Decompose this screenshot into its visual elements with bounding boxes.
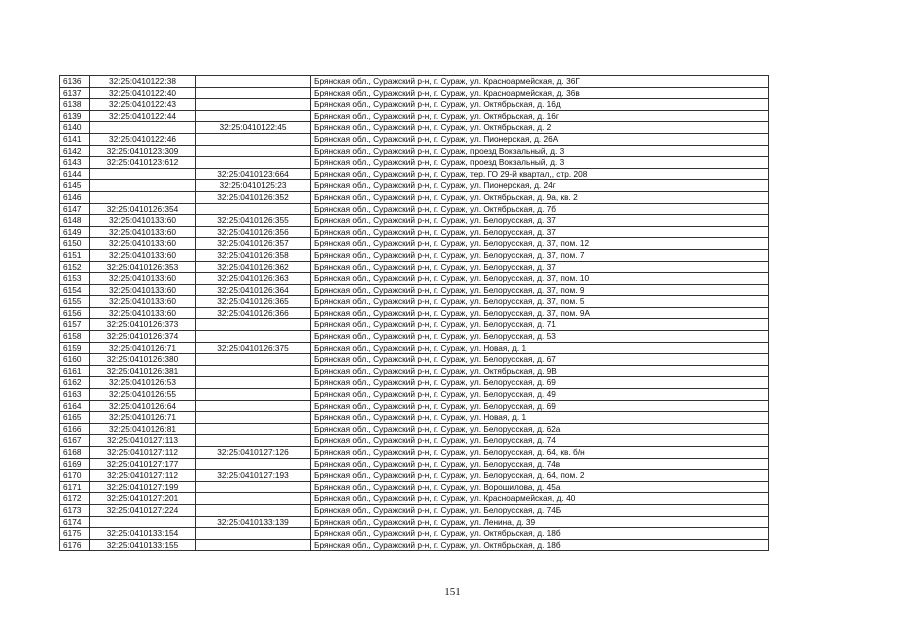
row-number-cell: 6165	[60, 412, 90, 424]
cadastral-number-cell: 32:25:0410133:60	[90, 307, 196, 319]
address-cell: Брянская обл., Суражский р-н, г. Сураж, ул. Белорусская, д. 37, пом. 9А	[311, 307, 769, 319]
cadastral-number-cell: 32:25:0410126:374	[90, 331, 196, 343]
cadastral-number-cell: 32:25:0410133:60	[90, 273, 196, 285]
address-cell: Брянская обл., Суражский р-н, г. Сураж, ул. Белорусская, д. 71	[311, 319, 769, 331]
parent-cadastral-number-cell	[196, 203, 311, 215]
address-cell: Брянская обл., Суражский р-н, г. Сураж, ул. Белорусская, д. 64, пом. 2	[311, 470, 769, 482]
parent-cadastral-number-cell	[196, 504, 311, 516]
address-cell: Брянская обл., Суражский р-н, г. Сураж, ул. Белорусская, д. 74в	[311, 458, 769, 470]
row-number-cell: 6166	[60, 423, 90, 435]
table-row	[60, 145, 769, 157]
table-row	[60, 261, 769, 273]
cadastral-number-cell: 32:25:0410123:309	[90, 145, 196, 157]
table-row	[60, 400, 769, 412]
parent-cadastral-number-cell	[196, 400, 311, 412]
parent-cadastral-number-cell: 32:25:0410127:193	[196, 470, 311, 482]
address-cell: Брянская обл., Суражский р-н, г. Сураж, ул. Белорусская, д. 37, пом. 9	[311, 284, 769, 296]
cadastral-number-cell: 32:25:0410126:354	[90, 203, 196, 215]
table-row	[60, 203, 769, 215]
parent-cadastral-number-cell	[196, 423, 311, 435]
table-row	[60, 481, 769, 493]
row-number-cell: 6136	[60, 76, 90, 88]
cadastral-number-cell: 32:25:0410133:60	[90, 238, 196, 250]
address-cell: Брянская обл., Суражский р-н, г. Сураж, ул. Красноармейская, д. 36Г	[311, 76, 769, 88]
parent-cadastral-number-cell	[196, 389, 311, 401]
parent-cadastral-number-cell	[196, 145, 311, 157]
parent-cadastral-number-cell: 32:25:0410123:664	[196, 168, 311, 180]
address-cell: Брянская обл., Суражский р-н, г. Сураж, ул. Ленина, д. 39	[311, 516, 769, 528]
table-row	[60, 191, 769, 203]
parent-cadastral-number-cell	[196, 133, 311, 145]
table-row	[60, 76, 769, 88]
address-cell: Брянская обл., Суражский р-н, г. Сураж, ул. Белорусская, д. 37	[311, 215, 769, 227]
cadastral-number-cell: 32:25:0410133:60	[90, 249, 196, 261]
address-cell: Брянская обл., Суражский р-н, г. Сураж, ул. Белорусская, д. 37, пом. 5	[311, 296, 769, 308]
row-number-cell: 6138	[60, 99, 90, 111]
address-cell: Брянская обл., Суражский р-н, г. Сураж, ул. Красноармейская, д. 36в	[311, 87, 769, 99]
parent-cadastral-number-cell	[196, 157, 311, 169]
row-number-cell: 6148	[60, 215, 90, 227]
parent-cadastral-number-cell: 32:25:0410126:375	[196, 342, 311, 354]
row-number-cell: 6159	[60, 342, 90, 354]
parent-cadastral-number-cell: 32:25:0410127:126	[196, 447, 311, 459]
row-number-cell: 6171	[60, 481, 90, 493]
address-cell: Брянская обл., Суражский р-н, г. Сураж, ул. Октябрьская, д. 16д	[311, 99, 769, 111]
table-row	[60, 331, 769, 343]
parent-cadastral-number-cell	[196, 412, 311, 424]
row-number-cell: 6151	[60, 249, 90, 261]
row-number-cell: 6172	[60, 493, 90, 505]
address-cell: Брянская обл., Суражский р-н, г. Сураж, ул. Октябрьская, д. 7б	[311, 203, 769, 215]
address-cell: Брянская обл., Суражский р-н, г. Сураж, ул. Белорусская, д. 67	[311, 354, 769, 366]
parent-cadastral-number-cell	[196, 319, 311, 331]
property-register-table	[59, 75, 769, 551]
row-number-cell: 6156	[60, 307, 90, 319]
row-number-cell: 6164	[60, 400, 90, 412]
parent-cadastral-number-cell	[196, 493, 311, 505]
row-number-cell: 6144	[60, 168, 90, 180]
parent-cadastral-number-cell: 32:25:0410125:23	[196, 180, 311, 192]
table-row	[60, 412, 769, 424]
table-row	[60, 87, 769, 99]
cadastral-number-cell: 32:25:0410126:71	[90, 412, 196, 424]
row-number-cell: 6143	[60, 157, 90, 169]
row-number-cell: 6150	[60, 238, 90, 250]
parent-cadastral-number-cell	[196, 458, 311, 470]
address-cell: Брянская обл., Суражский р-н, г. Сураж, ул. Октябрьская, д. 9а, кв. 2	[311, 191, 769, 203]
row-number-cell: 6175	[60, 528, 90, 540]
parent-cadastral-number-cell: 32:25:0410126:366	[196, 307, 311, 319]
parent-cadastral-number-cell: 32:25:0410122:45	[196, 122, 311, 134]
parent-cadastral-number-cell: 32:25:0410126:365	[196, 296, 311, 308]
cadastral-number-cell: 32:25:0410127:201	[90, 493, 196, 505]
cadastral-number-cell	[90, 191, 196, 203]
row-number-cell: 6160	[60, 354, 90, 366]
cadastral-number-cell: 32:25:0410122:44	[90, 110, 196, 122]
table-row	[60, 516, 769, 528]
address-cell: Брянская обл., Суражский р-н, г. Сураж, ул. Красноармейская, д. 40	[311, 493, 769, 505]
address-cell: Брянская обл., Суражский р-н, г. Сураж, ул. Новая, д. 1	[311, 342, 769, 354]
row-number-cell: 6139	[60, 110, 90, 122]
address-cell: Брянская обл., Суражский р-н, г. Сураж, ул. Белорусская, д. 37, пом. 10	[311, 273, 769, 285]
address-cell: Брянская обл., Суражский р-н, г. Сураж, ул. Октябрьская, д. 18б	[311, 539, 769, 551]
parent-cadastral-number-cell: 32:25:0410126:358	[196, 249, 311, 261]
parent-cadastral-number-cell	[196, 365, 311, 377]
cadastral-number-cell: 32:25:0410127:112	[90, 447, 196, 459]
row-number-cell: 6158	[60, 331, 90, 343]
table-row	[60, 296, 769, 308]
row-number-cell: 6173	[60, 504, 90, 516]
address-cell: Брянская обл., Суражский р-н, г. Сураж, ул. Белорусская, д. 53	[311, 331, 769, 343]
table-row	[60, 99, 769, 111]
table-row	[60, 365, 769, 377]
row-number-cell: 6137	[60, 87, 90, 99]
row-number-cell: 6169	[60, 458, 90, 470]
cadastral-number-cell: 32:25:0410126:71	[90, 342, 196, 354]
table-row	[60, 307, 769, 319]
table-row	[60, 377, 769, 389]
address-cell: Брянская обл., Суражский р-н, г. Сураж, ул. Белорусская, д. 62а	[311, 423, 769, 435]
row-number-cell: 6174	[60, 516, 90, 528]
parent-cadastral-number-cell	[196, 528, 311, 540]
table-row	[60, 238, 769, 250]
parent-cadastral-number-cell: 32:25:0410126:355	[196, 215, 311, 227]
table-row	[60, 273, 769, 285]
address-cell: Брянская обл., Суражский р-н, г. Сураж, тер. ГО 29-й квартал,, стр. 208	[311, 168, 769, 180]
cadastral-number-cell: 32:25:0410126:353	[90, 261, 196, 273]
table-row	[60, 504, 769, 516]
parent-cadastral-number-cell	[196, 76, 311, 88]
parent-cadastral-number-cell	[196, 99, 311, 111]
parent-cadastral-number-cell	[196, 331, 311, 343]
parent-cadastral-number-cell	[196, 539, 311, 551]
parent-cadastral-number-cell: 32:25:0410126:352	[196, 191, 311, 203]
cadastral-number-cell	[90, 122, 196, 134]
address-cell: Брянская обл., Суражский р-н, г. Сураж, ул. Белорусская, д. 37, пом. 7	[311, 249, 769, 261]
parent-cadastral-number-cell	[196, 354, 311, 366]
cadastral-number-cell: 32:25:0410122:38	[90, 76, 196, 88]
table-row	[60, 319, 769, 331]
cadastral-number-cell: 32:25:0410127:224	[90, 504, 196, 516]
table-row	[60, 180, 769, 192]
table-row	[60, 110, 769, 122]
row-number-cell: 6149	[60, 226, 90, 238]
row-number-cell: 6141	[60, 133, 90, 145]
cadastral-number-cell: 32:25:0410122:40	[90, 87, 196, 99]
cadastral-number-cell: 32:25:0410126:55	[90, 389, 196, 401]
cadastral-number-cell: 32:25:0410133:60	[90, 296, 196, 308]
parent-cadastral-number-cell	[196, 481, 311, 493]
address-cell: Брянская обл., Суражский р-н, г. Сураж, проезд Вокзальный, д. 3	[311, 157, 769, 169]
parent-cadastral-number-cell: 32:25:0410126:357	[196, 238, 311, 250]
cadastral-number-cell: 32:25:0410126:373	[90, 319, 196, 331]
row-number-cell: 6147	[60, 203, 90, 215]
row-number-cell: 6162	[60, 377, 90, 389]
address-cell: Брянская обл., Суражский р-н, г. Сураж, ул. Белорусская, д. 49	[311, 389, 769, 401]
table-row	[60, 342, 769, 354]
row-number-cell: 6163	[60, 389, 90, 401]
cadastral-number-cell: 32:25:0410127:177	[90, 458, 196, 470]
table-row	[60, 493, 769, 505]
row-number-cell: 6168	[60, 447, 90, 459]
row-number-cell: 6154	[60, 284, 90, 296]
address-cell: Брянская обл., Суражский р-н, г. Сураж, ул. Белорусская, д. 74	[311, 435, 769, 447]
page-number: 151	[444, 586, 461, 598]
cadastral-number-cell: 32:25:0410126:381	[90, 365, 196, 377]
cadastral-number-cell: 32:25:0410133:154	[90, 528, 196, 540]
table-row	[60, 284, 769, 296]
address-cell: Брянская обл., Суражский р-н, г. Сураж, ул. Белорусская, д. 37, пом. 12	[311, 238, 769, 250]
cadastral-number-cell: 32:25:0410123:612	[90, 157, 196, 169]
table-row	[60, 122, 769, 134]
row-number-cell: 6167	[60, 435, 90, 447]
cadastral-number-cell	[90, 180, 196, 192]
parent-cadastral-number-cell	[196, 377, 311, 389]
table-row	[60, 389, 769, 401]
table-row	[60, 226, 769, 238]
address-cell: Брянская обл., Суражский р-н, г. Сураж, ул. Октябрьская, д. 9В	[311, 365, 769, 377]
row-number-cell: 6157	[60, 319, 90, 331]
cadastral-number-cell: 32:25:0410133:155	[90, 539, 196, 551]
parent-cadastral-number-cell	[196, 435, 311, 447]
parent-cadastral-number-cell: 32:25:0410126:364	[196, 284, 311, 296]
row-number-cell: 6176	[60, 539, 90, 551]
cadastral-number-cell: 32:25:0410122:43	[90, 99, 196, 111]
cadastral-number-cell: 32:25:0410126:81	[90, 423, 196, 435]
parent-cadastral-number-cell: 32:25:0410126:356	[196, 226, 311, 238]
table-row	[60, 168, 769, 180]
table-row	[60, 528, 769, 540]
cadastral-number-cell: 32:25:0410127:113	[90, 435, 196, 447]
cadastral-number-cell: 32:25:0410127:112	[90, 470, 196, 482]
row-number-cell: 6170	[60, 470, 90, 482]
parent-cadastral-number-cell	[196, 110, 311, 122]
address-cell: Брянская обл., Суражский р-н, г. Сураж, ул. Белорусская, д. 37	[311, 226, 769, 238]
address-cell: Брянская обл., Суражский р-н, г. Сураж, ул. Белорусская, д. 69	[311, 377, 769, 389]
parent-cadastral-number-cell: 32:25:0410133:139	[196, 516, 311, 528]
cadastral-number-cell: 32:25:0410133:60	[90, 284, 196, 296]
parent-cadastral-number-cell: 32:25:0410126:363	[196, 273, 311, 285]
table-row	[60, 215, 769, 227]
table-row	[60, 354, 769, 366]
cadastral-number-cell: 32:25:0410133:60	[90, 215, 196, 227]
cadastral-number-cell: 32:25:0410127:199	[90, 481, 196, 493]
parent-cadastral-number-cell	[196, 87, 311, 99]
row-number-cell: 6161	[60, 365, 90, 377]
address-cell: Брянская обл., Суражский р-н, г. Сураж, ул. Новая, д. 1	[311, 412, 769, 424]
address-cell: Брянская обл., Суражский р-н, г. Сураж, ул. Октябрьская, д. 18б	[311, 528, 769, 540]
cadastral-number-cell	[90, 168, 196, 180]
table-body	[60, 76, 769, 551]
cadastral-number-cell: 32:25:0410133:60	[90, 226, 196, 238]
address-cell: Брянская обл., Суражский р-н, г. Сураж, ул. Белорусская, д. 64, кв. б/н	[311, 447, 769, 459]
table-row	[60, 133, 769, 145]
row-number-cell: 6140	[60, 122, 90, 134]
row-number-cell: 6142	[60, 145, 90, 157]
row-number-cell: 6145	[60, 180, 90, 192]
table-row	[60, 249, 769, 261]
address-cell: Брянская обл., Суражский р-н, г. Сураж, ул. Пионерская, д. 24г	[311, 180, 769, 192]
row-number-cell: 6153	[60, 273, 90, 285]
table-row	[60, 458, 769, 470]
address-cell: Брянская обл., Суражский р-н, г. Сураж, ул. Белорусская, д. 37	[311, 261, 769, 273]
address-cell: Брянская обл., Суражский р-н, г. Сураж, ул. Октябрьская, д. 2	[311, 122, 769, 134]
table-row	[60, 423, 769, 435]
cadastral-number-cell: 32:25:0410126:64	[90, 400, 196, 412]
row-number-cell: 6152	[60, 261, 90, 273]
cadastral-number-cell: 32:25:0410126:380	[90, 354, 196, 366]
table-row	[60, 539, 769, 551]
row-number-cell: 6146	[60, 191, 90, 203]
address-cell: Брянская обл., Суражский р-н, г. Сураж, ул. Ворошилова, д. 45а	[311, 481, 769, 493]
table-row	[60, 435, 769, 447]
address-cell: Брянская обл., Суражский р-н, г. Сураж, ул. Белорусская, д. 69	[311, 400, 769, 412]
address-cell: Брянская обл., Суражский р-н, г. Сураж, проезд Вокзальный, д. 3	[311, 145, 769, 157]
parent-cadastral-number-cell: 32:25:0410126:362	[196, 261, 311, 273]
cadastral-number-cell: 32:25:0410122:46	[90, 133, 196, 145]
cadastral-number-cell: 32:25:0410126:53	[90, 377, 196, 389]
address-cell: Брянская обл., Суражский р-н, г. Сураж, ул. Пионерская, д. 26А	[311, 133, 769, 145]
row-number-cell: 6155	[60, 296, 90, 308]
cadastral-number-cell	[90, 516, 196, 528]
address-cell: Брянская обл., Суражский р-н, г. Сураж, ул. Октябрьская, д. 16г	[311, 110, 769, 122]
table-row	[60, 157, 769, 169]
address-cell: Брянская обл., Суражский р-н, г. Сураж, ул. Белорусская, д. 74Б	[311, 504, 769, 516]
table-row	[60, 447, 769, 459]
table-row	[60, 470, 769, 482]
